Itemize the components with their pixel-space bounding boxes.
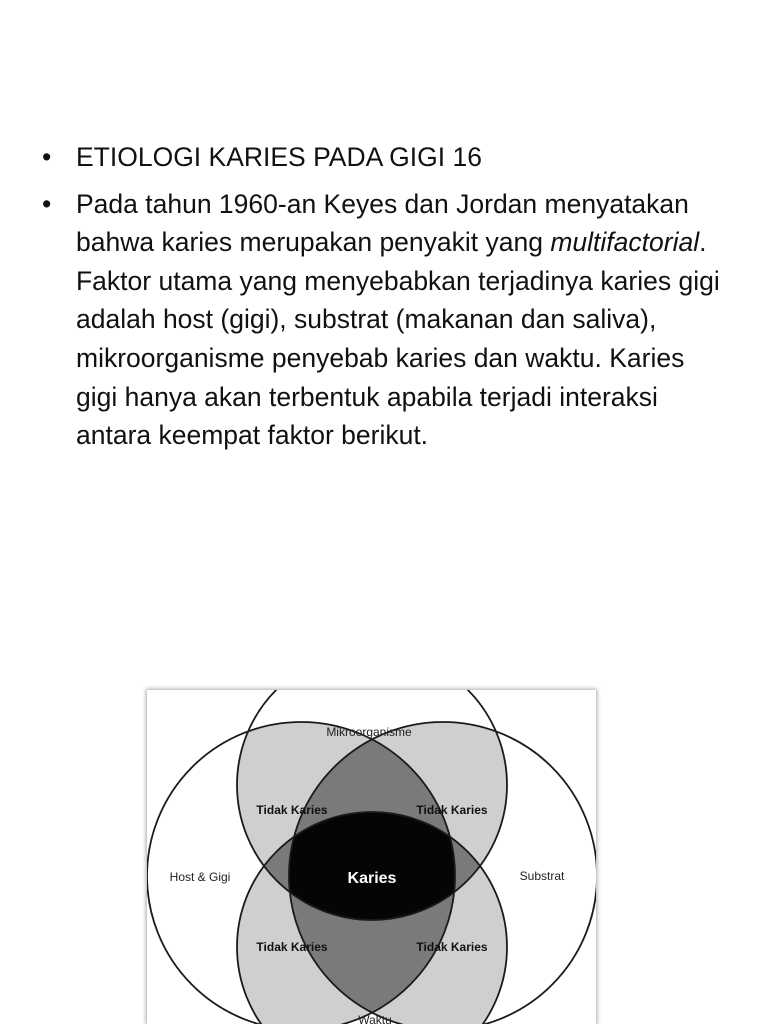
label-tidak-karies-bottom-left: Tidak Karies [256, 940, 328, 954]
bullet-heading [42, 138, 732, 177]
bullet-list [42, 138, 732, 463]
bullet-dot: • [42, 188, 52, 219]
label-substrat: Substrat [519, 869, 565, 883]
paragraph-italic-term: multifactorial [550, 227, 700, 258]
heading-text: ETIOLOGI KARIES PADA GIGI 16 [76, 142, 482, 172]
paragraph-text-part2: . Faktor utama yang menyebabkan terjadinya karies gigi adalah host (gigi), substrat (makanan dan saliva), mikroorganisme penyebab karies dan waktu. Karies gigi hanya akan terbentuk apabila terjadi interaksi antara keempat faktor berikut. [76, 227, 720, 451]
venn-diagram [147, 690, 596, 1024]
bullet-paragraph [42, 185, 732, 455]
paragraph-text-part1: Pada tahun 1960-an Keyes dan Jordan menyatakan bahwa karies merupakan penyakit yang [76, 188, 689, 258]
label-karies-center: Karies [347, 870, 397, 887]
label-tidak-karies-top-left: Tidak Karies [256, 803, 328, 817]
label-host-gigi: Host & Gigi [169, 870, 231, 884]
bullet-dot: • [42, 142, 52, 172]
label-mikroorganisme: Mikroorganisme [326, 725, 412, 739]
venn-diagram-figure [147, 690, 596, 1024]
label-tidak-karies-top-right: Tidak Karies [416, 803, 488, 817]
label-waktu: Waktu [358, 1013, 392, 1024]
label-tidak-karies-bottom-right: Tidak Karies [416, 940, 488, 954]
